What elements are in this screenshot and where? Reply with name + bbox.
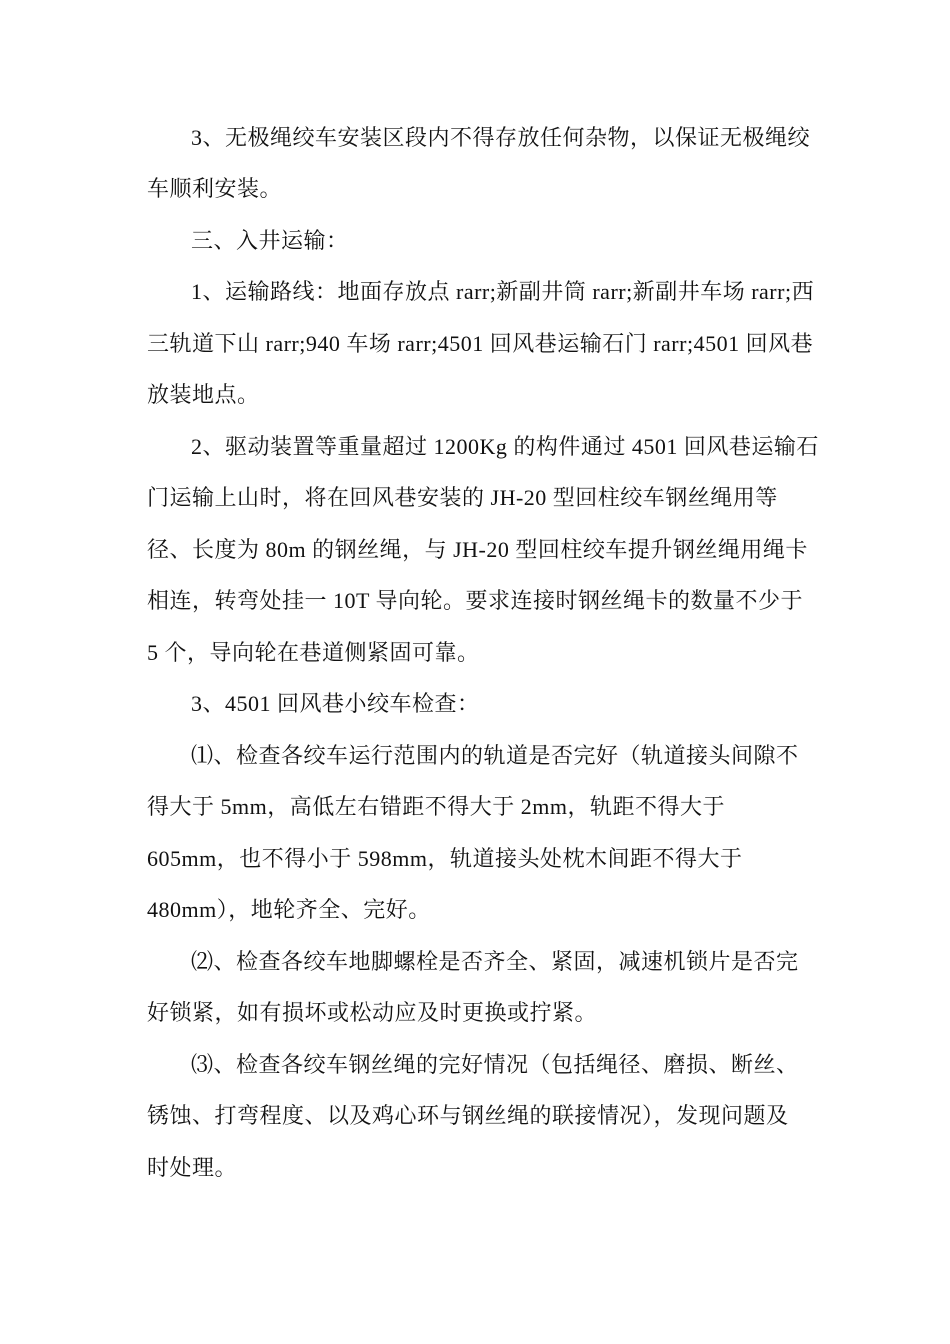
text-line: 放装地点。 <box>147 382 260 407</box>
text-line: 时处理。 <box>147 1155 238 1180</box>
text-line: 锈蚀、打弯程度、以及鸡心环与钢丝绳的联接情况），发现问题及 <box>147 1103 789 1128</box>
text-line: 2、驱动装置等重量超过 1200Kg 的构件通过 4501 回风巷运输石 <box>191 434 819 459</box>
text-line: 好锁紧，如有损坏或松动应及时更换或拧紧。 <box>147 1000 598 1025</box>
text-line: ⑵、检查各绞车地脚螺栓是否齐全、紧固，减速机锁片是否完 <box>191 949 799 974</box>
text-line: 得大于 5mm，高低左右错距不得大于 2mm，轨距不得大于 <box>147 794 725 819</box>
text-line: 门运输上山时，将在回风巷安装的 JH-20 型回柱绞车钢丝绳用等 <box>147 485 778 510</box>
text-line: 480mm），地轮齐全、完好。 <box>147 897 431 922</box>
text-line: ⑶、检查各绞车钢丝绳的完好情况（包括绳径、磨损、断丝、 <box>191 1052 799 1077</box>
text-line: 3、4501 回风巷小绞车检查： <box>191 691 480 716</box>
text-line: 3、无极绳绞车安装区段内不得存放任何杂物，以保证无极绳绞 <box>191 125 811 150</box>
text-line: 5 个，导向轮在巷道侧紧固可靠。 <box>147 640 480 665</box>
text-line: 605mm，也不得小于 598mm，轨道接头处枕木间距不得大于 <box>147 846 743 871</box>
text-line: ⑴、检查各绞车运行范围内的轨道是否完好（轨道接头间隙不 <box>191 743 799 768</box>
text-line: 相连，转弯处挂一 10T 导向轮。要求连接时钢丝绳卡的数量不少于 <box>147 588 804 613</box>
text-line: 三轨道下山 rarr;940 车场 rarr;4501 回风巷运输石门 rarr;4501 回风巷 <box>147 331 814 356</box>
text-line: 车顺利安装。 <box>147 176 283 201</box>
section-heading: 三、入井运输： <box>191 228 349 253</box>
text-line: 1、运输路线：地面存放点 rarr;新副井筒 rarr;新副井车场 rarr;西 <box>191 279 815 304</box>
text-line: 径、长度为 80m 的钢丝绳，与 JH-20 型回柱绞车提升钢丝绳用绳卡 <box>147 537 808 562</box>
